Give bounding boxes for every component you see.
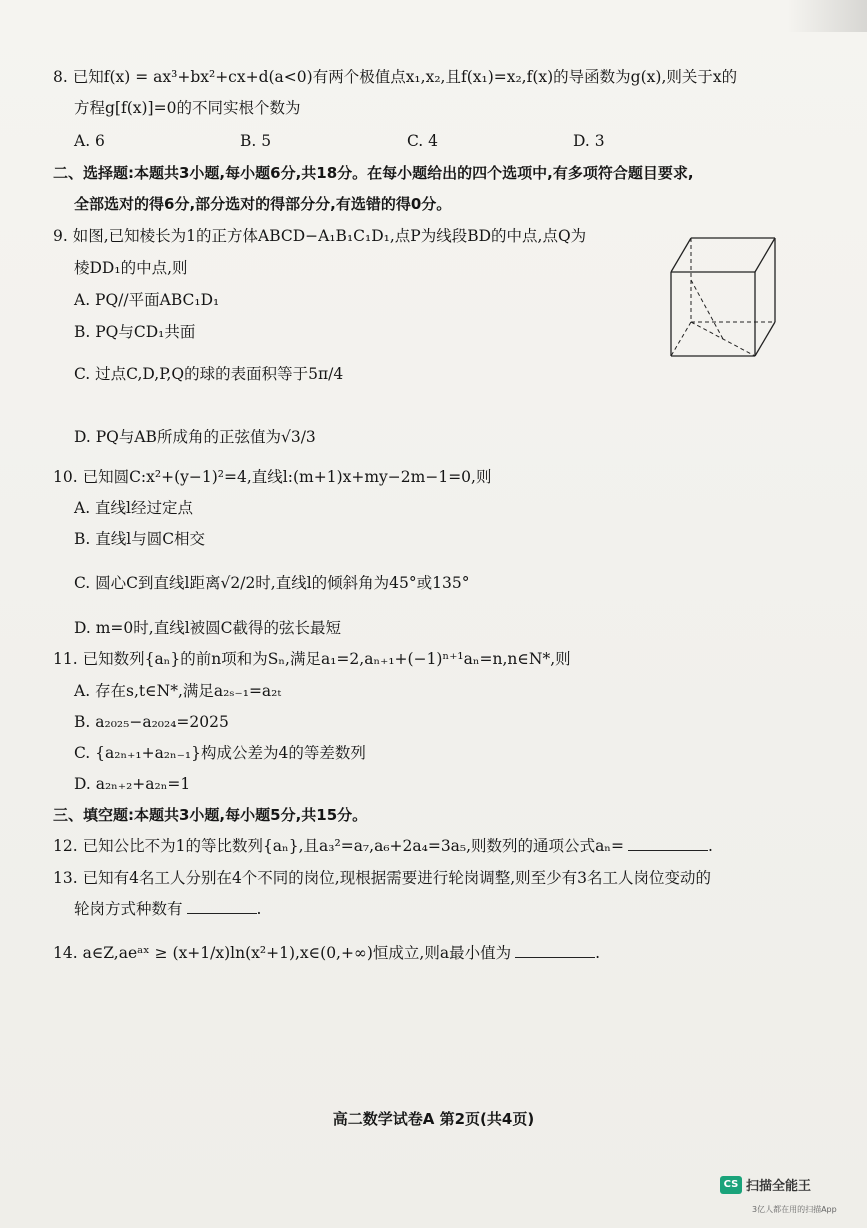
section2-heading: 二、选择题:本题共3小题,每小题6分,共18分。在每小题给出的四个选项中,有多项符合题目要求, xyxy=(53,164,694,182)
q14-text: 14. a∈Z,aeᵃˣ ≥ (x+1/x)ln(x²+1),x∈(0,+∞)恒成立,则a最小值为 xyxy=(53,944,512,962)
q10-option-b: B. 直线l与圆C相交 xyxy=(74,530,206,548)
q9-option-b: B. PQ与CD₁共面 xyxy=(74,323,196,341)
q9-option-d: D. PQ与AB所成角的正弦值为√3/3 xyxy=(74,428,316,446)
section3-heading: 三、填空题:本题共3小题,每小题5分,共15分。 xyxy=(53,806,368,824)
q11-option-d: D. a₂ₙ₊₂+a₂ₙ=1 xyxy=(74,775,191,793)
q8-option-d: D. 3 xyxy=(573,132,605,150)
q11-line1: 11. 已知数列{aₙ}的前n项和为Sₙ,满足a₁=2,aₙ₊₁+(−1)ⁿ⁺¹aₙ=n,n∈N*,则 xyxy=(53,650,571,668)
q9-line1: 9. 如图,已知棱长为1的正方体ABCD−A₁B₁C₁D₁,点P为线段BD的中点,点Q为 xyxy=(53,227,587,245)
q14-line xyxy=(53,942,600,964)
q9-line2: 棱DD₁的中点,则 xyxy=(74,259,188,277)
q8-option-b: B. 5 xyxy=(240,132,272,150)
q8-line1: 8. 已知f(x) = ax³+bx²+cx+d(a<0)有两个极值点x₁,x₂,且f(x₁)=x₂,f(x)的导函数为g(x),则关于x的 xyxy=(53,68,738,86)
q10-option-c: C. 圆心C到直线l距离√2/2时,直线l的倾斜角为45°或135° xyxy=(74,574,470,592)
q12-text: 12. 已知公比不为1的等比数列{aₙ},且a₃²=a₇,a₆+2a₄=3a₅,则数列的通项公式aₙ= xyxy=(53,837,624,855)
q13-line2: 轮岗方式种数有 xyxy=(74,900,183,918)
watermark-subtitle: 3亿人都在用的扫描App xyxy=(752,1205,837,1214)
q8-options xyxy=(0,130,867,152)
q13-line1: 13. 已知有4名工人分别在4个不同的岗位,现根据需要进行轮岗调整,则至少有3名工人岗位变动的 xyxy=(53,869,712,887)
q14-period: . xyxy=(595,944,601,962)
q13-line2-row xyxy=(74,898,261,920)
page-footer: 高二数学试卷A 第2页(共4页) xyxy=(332,1110,535,1128)
scan-shadow xyxy=(787,0,867,32)
q8-option-c: C. 4 xyxy=(407,132,439,150)
q14-answer-blank[interactable] xyxy=(515,943,595,958)
cube-figure xyxy=(648,222,798,372)
camscanner-icon: CS xyxy=(720,1176,742,1194)
q11-option-b: B. a₂₀₂₅−a₂₀₂₄=2025 xyxy=(74,713,229,731)
q12-line xyxy=(53,835,713,857)
q8-option-a: A. 6 xyxy=(74,132,105,150)
q10-option-a: A. 直线l经过定点 xyxy=(74,499,194,517)
q8-line2: 方程g[f(x)]=0的不同实根个数为 xyxy=(74,99,301,117)
q11-option-a: A. 存在s,t∈N*,满足a₂ₛ₋₁=a₂ₜ xyxy=(74,682,282,700)
q12-answer-blank[interactable] xyxy=(628,836,708,851)
q11-option-c: C. {a₂ₙ₊₁+a₂ₙ₋₁}构成公差为4的等差数列 xyxy=(74,744,366,762)
section2-heading-cont: 全部选对的得6分,部分选对的得部分分,有选错的得0分。 xyxy=(74,195,452,213)
q13-period: . xyxy=(256,900,262,918)
q10-line1: 10. 已知圆C:x²+(y−1)²=4,直线l:(m+1)x+my−2m−1=0,则 xyxy=(53,468,492,486)
q9-option-c: C. 过点C,D,P,Q的球的表面积等于5π/4 xyxy=(74,365,344,383)
q10-option-d: D. m=0时,直线l被圆C截得的弦长最短 xyxy=(74,619,342,637)
scanner-watermark xyxy=(720,1175,811,1194)
watermark-app-name: 扫描全能王 xyxy=(746,1179,812,1194)
q9-option-a: A. PQ//平面ABC₁D₁ xyxy=(74,291,220,309)
q12-period: . xyxy=(708,837,713,855)
q13-answer-blank[interactable] xyxy=(187,899,257,914)
